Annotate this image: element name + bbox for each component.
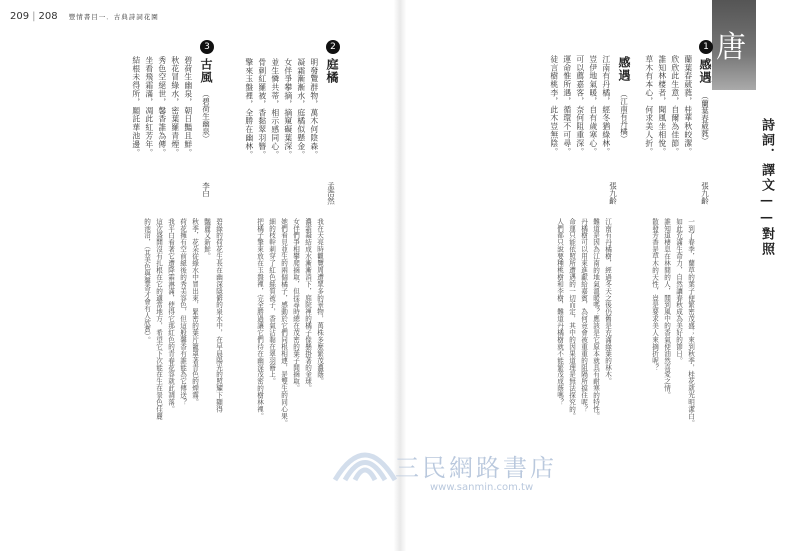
author-3: 李白: [201, 182, 211, 197]
column-title: 詩詞．譯文——對照: [759, 118, 774, 257]
poem-line: 秀色空絕世，馨香誰為傳。: [157, 56, 167, 157]
poem-line: 豈伊地氣暖，自有歲寒心。: [588, 55, 598, 156]
poem-line: 欣欣此生意，自爾為佳節。: [670, 55, 680, 156]
translation-line: 如此充滿生命力，自然讓春秋成為美好的節日。: [674, 218, 683, 364]
poem-line: 擎來玉盤裡，全勝在幽林。: [244, 58, 254, 159]
poem-line: 徒言樹桃李，此木豈無陰。: [549, 55, 559, 156]
section-title-1: 感遇: [698, 58, 712, 84]
translation-line: 荷花擁有空前絕後的秀美容色，但這般馨香有誰能為它傳送？: [178, 218, 187, 406]
poem-line: 誰知林棲者，聞風坐相悅。: [657, 55, 667, 156]
poem-line: 蘭葉春葳蕤，桂華秋皎潔。: [683, 55, 693, 156]
dynasty-character: 唐: [716, 30, 746, 65]
translation-line: 我在天亮時觀覽周遭眾多的景物，萬株多麼繁茂濃蔭。: [315, 218, 324, 385]
section-subtitle-1b: （江南有丹橘）: [619, 90, 629, 143]
poem-line: 骨刺紅羅被，香黏翠羽簪。: [257, 58, 267, 159]
page-number-right: 208: [38, 11, 58, 22]
author-2: 孟浩然: [326, 182, 336, 205]
watermark-url: www.sanmin.com.tw: [430, 482, 534, 493]
poem-line: 江南有丹橘，經冬猶綠林。: [601, 55, 611, 156]
section-title-2: 庭橘: [325, 58, 339, 84]
poem-line: 結根未得所，願託華池邊。: [131, 56, 141, 157]
translation-line: 一到了春季，蘭草的葉子便繁密茂盛；來到秋季，桂花就光明潔白。: [686, 218, 695, 427]
author-1: 張九齡: [700, 182, 710, 205]
translation-line: 難道是因為江南的地氣溫暖嗎？應該是它原本就具有耐寒的特性。: [591, 218, 600, 420]
translation-line: 命運只能依照所遭遇的一切而定，其中的因果道理是無法探究的。: [567, 218, 576, 420]
translation-line: 秋季，花朵從綠水中冒出來，緊密的葉片籠罩著青色的煙霧。: [190, 218, 199, 406]
poem-line: 凝霜漸漸水，庭橘似懸金。: [296, 58, 306, 159]
translation-line: 丹橘樹可以用來進獻給嘉賓，為何竟會被重重的阻隔所擋住呢？: [579, 218, 588, 413]
translation-line: 人們都只說要種桃樹和李樹，難道丹橘樹就不能繁茂成蔭嗎？: [555, 218, 564, 406]
translation-line: 這次盛開沒有扎根在它的適當地方，希望它下次能在生在景色佳麗: [154, 218, 163, 420]
poem-line: 明發覽群物，萬木何陰森。: [309, 58, 319, 159]
translation-line: 誰知道棲息在林間的人，聞到風中的香氣便油然喜愛之情。: [662, 218, 671, 399]
book-title: 豐情書目一．古典詩詞花園: [68, 13, 159, 21]
poem-line: 碧荷生幽泉，朝日豔且鮮。: [183, 56, 193, 157]
translation-line: 豔麗又新鮮。: [202, 218, 211, 260]
poem-line: 坐看飛霜滿，凋此紅芳年。: [144, 56, 154, 157]
poem-line: 草木有本心，何求美人折。: [644, 55, 654, 156]
section-title-3: 古風: [199, 58, 213, 84]
translation-line: 碧綠的荷花生長在幽深隱僻的泉水中，在早晨陽光的照耀下顯得: [214, 218, 223, 413]
translation-line: 女伴們爭相攀爬摘取，但採尋時總在茂密的葉子間摘取。: [291, 218, 300, 392]
section-number-3: 3: [200, 40, 214, 54]
page-number-left: 209: [10, 11, 30, 22]
section-title-1b: 感遇: [617, 56, 631, 82]
translation-line: 濃霜凝結成水漸漸消下，庭院裡的橘子像懸掛著的金球。: [303, 218, 312, 392]
translation-line: 她們看見並生的兩個橘子，感動於它們同根相連，是雙生的同心果。: [279, 218, 288, 427]
section-subtitle-3: （碧荷生幽泉）: [201, 90, 211, 143]
section-number-2: 2: [326, 40, 340, 54]
page-header: 209 | 208 豐情書目一．古典詩詞花園: [10, 11, 159, 22]
translation-line: 把橘子擎來放在玉盤裡，完全勝過讓它們待在幽深茂密的樹林裡。: [255, 218, 264, 420]
translation-line: 江南有丹橘樹，經過冬天之後仍舊是充滿綠葉的林木。: [603, 218, 612, 385]
poem-line: 女伴爭攀摘，摘窺礙葉深。: [283, 58, 293, 159]
section-number-1: 1: [699, 40, 713, 54]
poem-line: 並生憐共蒂，相示感同心。: [270, 58, 280, 159]
author-1b: 張九齡: [608, 182, 618, 205]
poem-line: 可以薦嘉客，奈何阻重深。: [575, 55, 585, 156]
translation-line: 散發芳香是草木的天性，豈是要求美人來摘折呢？: [650, 218, 659, 371]
translation-line: 我平白看著它遭降霜淋滿，使得它那紅色的青春花容就此凋落。: [166, 218, 175, 413]
poem-line: 運命惟所遇，循環不可尋。: [562, 55, 572, 156]
translation-line: 的池沼，（其美色與馨香才會有人欣賞）。: [142, 218, 151, 344]
section-subtitle-1: （蘭葉春葳蕤）: [700, 92, 710, 145]
poem-line: 秋花冒綠水，密葉羅青煙。: [170, 56, 180, 157]
watermark-text: 三民網路書店: [395, 454, 557, 482]
translation-line: 細的枝幹刺穿了紅色絲質被子，香氣沾黏在翠羽簪上。: [267, 218, 276, 385]
